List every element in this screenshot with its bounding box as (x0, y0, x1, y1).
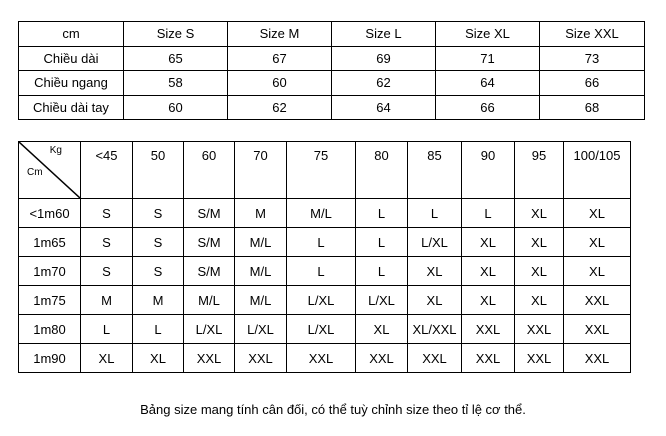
size-recommendation-cell: S/M (184, 199, 235, 228)
size-table-header-cell: Size S (124, 22, 228, 47)
fit-table-row (19, 315, 631, 344)
measurement-value: 64 (436, 71, 540, 96)
measurement-value: 60 (228, 71, 332, 96)
size-recommendation-cell: S/M (184, 257, 235, 286)
size-table-header-cell: Size M (228, 22, 332, 47)
weight-header-cell: 60 (184, 142, 235, 199)
height-label: 1m65 (19, 228, 81, 257)
corner-cell (19, 142, 81, 199)
measurement-label: Chiều ngang (19, 71, 124, 96)
size-table-header-cell: Size L (332, 22, 436, 47)
size-recommendation-cell: XXL (287, 344, 356, 373)
size-recommendation-cell: XXL (564, 315, 631, 344)
size-recommendation-cell: XL (564, 199, 631, 228)
fit-table-header-row (19, 142, 631, 199)
size-table-header-cell: Size XXL (540, 22, 645, 47)
weight-header-cell: 50 (133, 142, 184, 199)
size-recommendation-cell: XL (515, 257, 564, 286)
measurement-value: 71 (436, 46, 540, 71)
size-recommendation-cell: M (235, 199, 287, 228)
corner-cm-label: Cm (27, 167, 43, 178)
size-recommendation-cell: L (356, 228, 408, 257)
size-recommendation-cell: XL (564, 257, 631, 286)
size-recommendation-cell: S (81, 257, 133, 286)
size-recommendation-cell: XL (564, 228, 631, 257)
size-recommendation-cell: L/XL (408, 228, 462, 257)
size-recommendation-cell: XL (408, 286, 462, 315)
weight-header-cell: 80 (356, 142, 408, 199)
size-recommendation-cell: XL (81, 344, 133, 373)
size-recommendation-cell: M/L (235, 257, 287, 286)
size-recommendation-cell: L/XL (235, 315, 287, 344)
size-recommendation-cell: L (356, 199, 408, 228)
size-recommendation-cell: XL (462, 286, 515, 315)
size-recommendation-cell: S (133, 257, 184, 286)
size-recommendation-cell: M/L (287, 199, 356, 228)
height-label: 1m75 (19, 286, 81, 315)
size-table-header-cell: Size XL (436, 22, 540, 47)
size-measurement-table (18, 21, 645, 120)
size-recommendation-cell: XXL (564, 344, 631, 373)
size-table-row (19, 95, 645, 120)
weight-header-cell: 70 (235, 142, 287, 199)
measurement-value: 67 (228, 46, 332, 71)
size-recommendation-cell: L (81, 315, 133, 344)
size-recommendation-cell: XXL (564, 286, 631, 315)
size-recommendation-cell: L/XL (287, 286, 356, 315)
size-recommendation-cell: S (133, 199, 184, 228)
size-recommendation-cell: XL (356, 315, 408, 344)
size-recommendation-cell: XL/XXL (408, 315, 462, 344)
measurement-value: 60 (124, 95, 228, 120)
size-recommendation-cell: M/L (184, 286, 235, 315)
size-recommendation-cell: XL (462, 228, 515, 257)
size-recommendation-cell: S (133, 228, 184, 257)
size-recommendation-cell: XXL (515, 344, 564, 373)
height-label: 1m70 (19, 257, 81, 286)
fit-table-row (19, 199, 631, 228)
size-table-header-cell: cm (19, 22, 124, 47)
fit-table-row (19, 286, 631, 315)
size-recommendation-cell: L (287, 257, 356, 286)
measurement-value: 58 (124, 71, 228, 96)
measurement-label: Chiều dài tay (19, 95, 124, 120)
measurement-value: 73 (540, 46, 645, 71)
size-recommendation-cell: M (133, 286, 184, 315)
weight-header-cell: 85 (408, 142, 462, 199)
weight-header-cell: <45 (81, 142, 133, 199)
measurement-label: Chiều dài (19, 46, 124, 71)
size-recommendation-cell: XL (133, 344, 184, 373)
measurement-value: 62 (332, 71, 436, 96)
size-recommendation-cell: L/XL (356, 286, 408, 315)
measurement-value: 66 (540, 71, 645, 96)
measurement-value: 66 (436, 95, 540, 120)
size-recommendation-cell: XXL (184, 344, 235, 373)
size-recommendation-cell: L (462, 199, 515, 228)
measurement-value: 64 (332, 95, 436, 120)
size-recommendation-cell: XL (462, 257, 515, 286)
fit-table-row (19, 257, 631, 286)
size-recommendation-cell: S (81, 228, 133, 257)
size-recommendation-cell: XL (408, 257, 462, 286)
measurement-value: 62 (228, 95, 332, 120)
measurement-value: 69 (332, 46, 436, 71)
size-recommendation-cell: M/L (235, 286, 287, 315)
size-recommendation-cell: XL (515, 286, 564, 315)
size-table-row (19, 46, 645, 71)
size-recommendation-cell: XXL (462, 315, 515, 344)
corner-kg-label: Kg (49, 145, 62, 156)
weight-header-cell: 75 (287, 142, 356, 199)
height-label: <1m60 (19, 199, 81, 228)
fit-table-row (19, 344, 631, 373)
height-label: 1m90 (19, 344, 81, 373)
measurement-value: 65 (124, 46, 228, 71)
size-recommendation-cell: L/XL (287, 315, 356, 344)
size-recommendation-cell: L (356, 257, 408, 286)
size-recommendation-cell: S (81, 199, 133, 228)
size-recommendation-cell: L (133, 315, 184, 344)
fit-table-row (19, 228, 631, 257)
size-fit-table (18, 141, 631, 373)
size-recommendation-cell: M/L (235, 228, 287, 257)
size-recommendation-cell: L/XL (184, 315, 235, 344)
measurement-value: 68 (540, 95, 645, 120)
size-recommendation-cell: XL (515, 199, 564, 228)
size-recommendation-cell: XXL (356, 344, 408, 373)
weight-header-cell: 90 (462, 142, 515, 199)
size-recommendation-cell: S/M (184, 228, 235, 257)
size-note: Bảng size mang tính cân đối, có thể tuỳ chỉnh size theo tỉ lệ cơ thể. (140, 402, 526, 417)
size-table-header-row (19, 22, 645, 47)
size-recommendation-cell: L (408, 199, 462, 228)
size-recommendation-cell: XL (515, 228, 564, 257)
size-recommendation-cell: XXL (235, 344, 287, 373)
size-recommendation-cell: XXL (515, 315, 564, 344)
size-recommendation-cell: XXL (462, 344, 515, 373)
weight-header-cell: 100/105 (564, 142, 631, 199)
size-recommendation-cell: XXL (408, 344, 462, 373)
height-label: 1m80 (19, 315, 81, 344)
weight-header-cell: 95 (515, 142, 564, 199)
size-recommendation-cell: M (81, 286, 133, 315)
size-recommendation-cell: L (287, 228, 356, 257)
size-table-row (19, 71, 645, 96)
